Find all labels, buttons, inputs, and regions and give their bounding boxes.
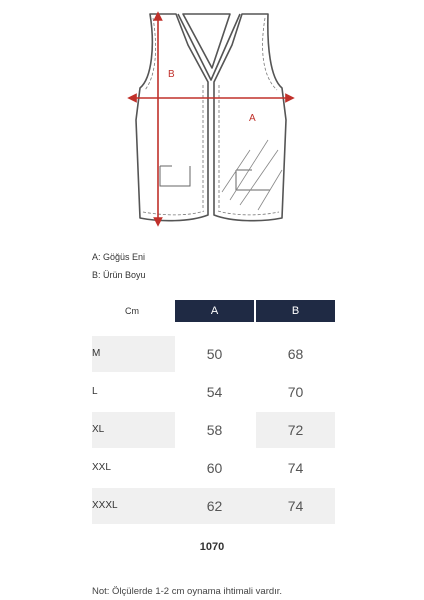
size-cell: XXXL xyxy=(92,500,118,511)
measure-a-label: A xyxy=(249,113,256,124)
table-row xyxy=(92,488,335,524)
value-a-cell: 60 xyxy=(206,460,223,476)
table-header-a: A xyxy=(175,300,254,322)
value-a-cell: 62 xyxy=(206,498,223,514)
value-a-cell: 50 xyxy=(206,346,223,362)
value-b-cell: 72 xyxy=(287,422,304,438)
size-cell: M xyxy=(92,348,101,359)
size-cell: XXL xyxy=(92,462,111,473)
size-cell: L xyxy=(92,386,98,397)
table-row xyxy=(92,336,335,372)
measurement-note: Not: Ölçülerde 1-2 cm oynama ihtimali vardır. xyxy=(92,586,283,597)
value-a-cell: 58 xyxy=(206,422,223,438)
value-b-cell: 68 xyxy=(287,346,304,362)
table-row xyxy=(92,412,335,448)
measure-b-label: B xyxy=(168,69,175,80)
value-b-cell: 74 xyxy=(287,498,304,514)
table-header-unit: Cm xyxy=(125,306,139,316)
legend-a: A: Göğüs Eni xyxy=(92,252,146,262)
value-b-cell: 74 xyxy=(287,460,304,476)
table-row xyxy=(92,374,335,410)
product-code: 1070 xyxy=(199,541,225,553)
value-b-cell: 70 xyxy=(287,384,304,400)
vest-measurement-diagram xyxy=(0,0,424,240)
size-cell: XL xyxy=(92,424,105,435)
legend-b: B: Ürün Boyu xyxy=(92,270,146,280)
table-row xyxy=(92,450,335,486)
value-a-cell: 54 xyxy=(206,384,223,400)
table-header-b: B xyxy=(256,300,335,322)
